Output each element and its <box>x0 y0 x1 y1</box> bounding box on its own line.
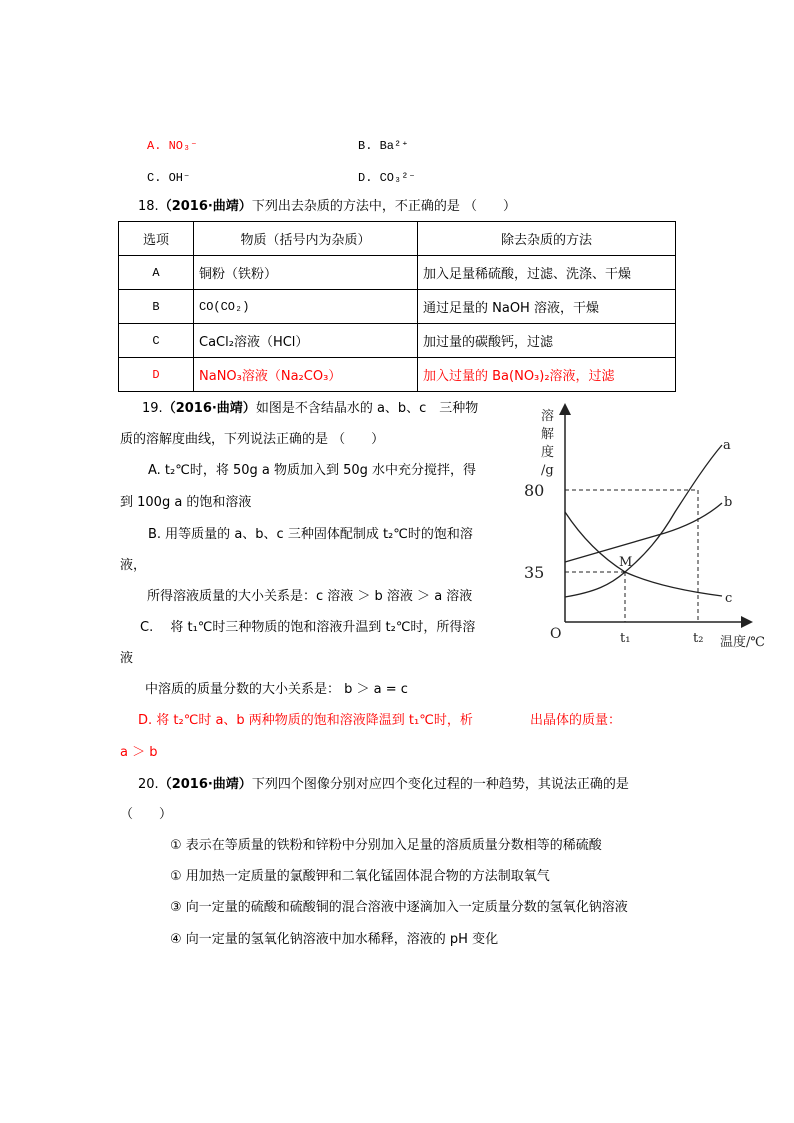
y-label-2: 解 <box>541 427 555 442</box>
x-tick-t1: t₁ <box>620 631 631 646</box>
q19-option-b-cont2: 所得溶液质量的大小关系是：c 溶液 ＞ b 溶液 ＞ a 溶液 <box>147 589 473 604</box>
x-tick-t2: t₂ <box>693 631 704 646</box>
q19-option-a-cont: 到 100g a 的饱和溶液 <box>120 495 252 510</box>
origin-label: O <box>550 626 562 642</box>
q20-item-1: ① 表示在等质量的铁粉和锌粉中分别加入足量的溶质质量分数相等的稀硫酸 <box>170 838 602 853</box>
cell-option: A <box>119 256 194 290</box>
table-row-answer <box>119 358 676 392</box>
cell-option: B <box>119 290 194 324</box>
y-label-4: /g <box>541 463 554 478</box>
q19-option-a: A. t₂℃时，将 50g a 物质加入到 50g 水中充分搅拌，得 <box>148 463 477 478</box>
option-c: C. OH⁻ <box>147 171 191 185</box>
cell-method: 加过量的碳酸钙，过滤 <box>418 324 676 358</box>
q18-stem: 18.（2016·曲靖）下列出去杂质的方法中，不正确的是 （ ） <box>138 199 516 214</box>
q19-option-d-cont: 出晶体的质量： <box>530 713 622 728</box>
solubility-graph <box>510 400 780 660</box>
cell-substance: 铜粉（铁粉） <box>194 256 418 290</box>
y-tick-35: 35 <box>524 563 545 582</box>
curve-c-label: c <box>725 591 733 606</box>
q19-stem-cont: 质的溶解度曲线，下列说法正确的是 （ ） <box>120 432 385 447</box>
q18-table <box>118 221 676 392</box>
y-label-3: 度 <box>541 445 555 460</box>
table-row <box>119 290 676 324</box>
q19-option-c-cont: 液 <box>120 651 134 666</box>
q19-option-c: C. 将 t₁℃时三种物质的饱和溶液升温到 t₂℃时，所得溶 <box>140 620 476 635</box>
q19-option-b: B. 用等质量的 a、b、c 三种固体配制成 t₂℃时的饱和溶 <box>148 527 473 542</box>
table-row <box>119 324 676 358</box>
q20-item-3: ③ 向一定量的硫酸和硫酸铜的混合溶液中逐滴加入一定质量分数的氢氧化钠溶液 <box>170 900 628 915</box>
q19-option-c-cont2: 中溶质的质量分数的大小关系是： b ＞ a = c <box>145 682 408 697</box>
q20-item-4: ④ 向一定量的氢氧化钠溶液中加水稀释，溶液的 pH 变化 <box>170 932 499 947</box>
cell-substance: CaCl₂溶液（HCl） <box>194 324 418 358</box>
q19-stem: 19.（2016·曲靖）如图是不含结晶水的 a、b、c 三种物 <box>142 401 479 416</box>
header-method: 除去杂质的方法 <box>418 222 676 256</box>
option-b: B. Ba²⁺ <box>358 139 409 153</box>
cell-option: C <box>119 324 194 358</box>
q19-option-d: D. 将 t₂℃时 a、b 两种物质的饱和溶液降温到 t₁℃时，析 <box>138 713 473 728</box>
option-a: A. NO₃⁻ <box>147 139 198 153</box>
header-option: 选项 <box>119 222 194 256</box>
curve-a-label: a <box>723 438 731 453</box>
header-substance: 物质（括号内为杂质） <box>194 222 418 256</box>
cell-method: 通过足量的 NaOH 溶液，干燥 <box>418 290 676 324</box>
option-d: D. CO₃²⁻ <box>358 171 416 185</box>
table-header-row <box>119 222 676 256</box>
cell-option: D <box>119 358 194 392</box>
q19-option-b-cont: 液， <box>120 558 147 573</box>
curve-b-label: b <box>724 495 733 510</box>
table-row <box>119 256 676 290</box>
cell-method: 加入过量的 Ba(NO₃)₂溶液，过滤 <box>418 358 676 392</box>
q20-item-2: ① 用加热一定质量的氯酸钾和二氧化锰固体混合物的方法制取氧气 <box>170 869 550 884</box>
y-tick-80: 80 <box>524 481 545 500</box>
q19-option-d-cont2: a ＞ b <box>120 745 158 760</box>
q20-stem: 20.（2016·曲靖）下列四个图像分别对应四个变化过程的一种趋势，其说法正确的是 <box>138 777 629 792</box>
point-m-label: M <box>619 555 633 570</box>
q20-answer-paren: （ ） <box>120 807 173 822</box>
cell-substance: NaNO₃溶液（Na₂CO₃） <box>194 358 418 392</box>
y-label-1: 溶 <box>541 409 555 424</box>
cell-substance: CO(CO₂) <box>194 290 418 324</box>
cell-method: 加入足量稀硫酸，过滤、洗涤、干燥 <box>418 256 676 290</box>
x-axis-label: 温度/℃ <box>720 635 765 650</box>
